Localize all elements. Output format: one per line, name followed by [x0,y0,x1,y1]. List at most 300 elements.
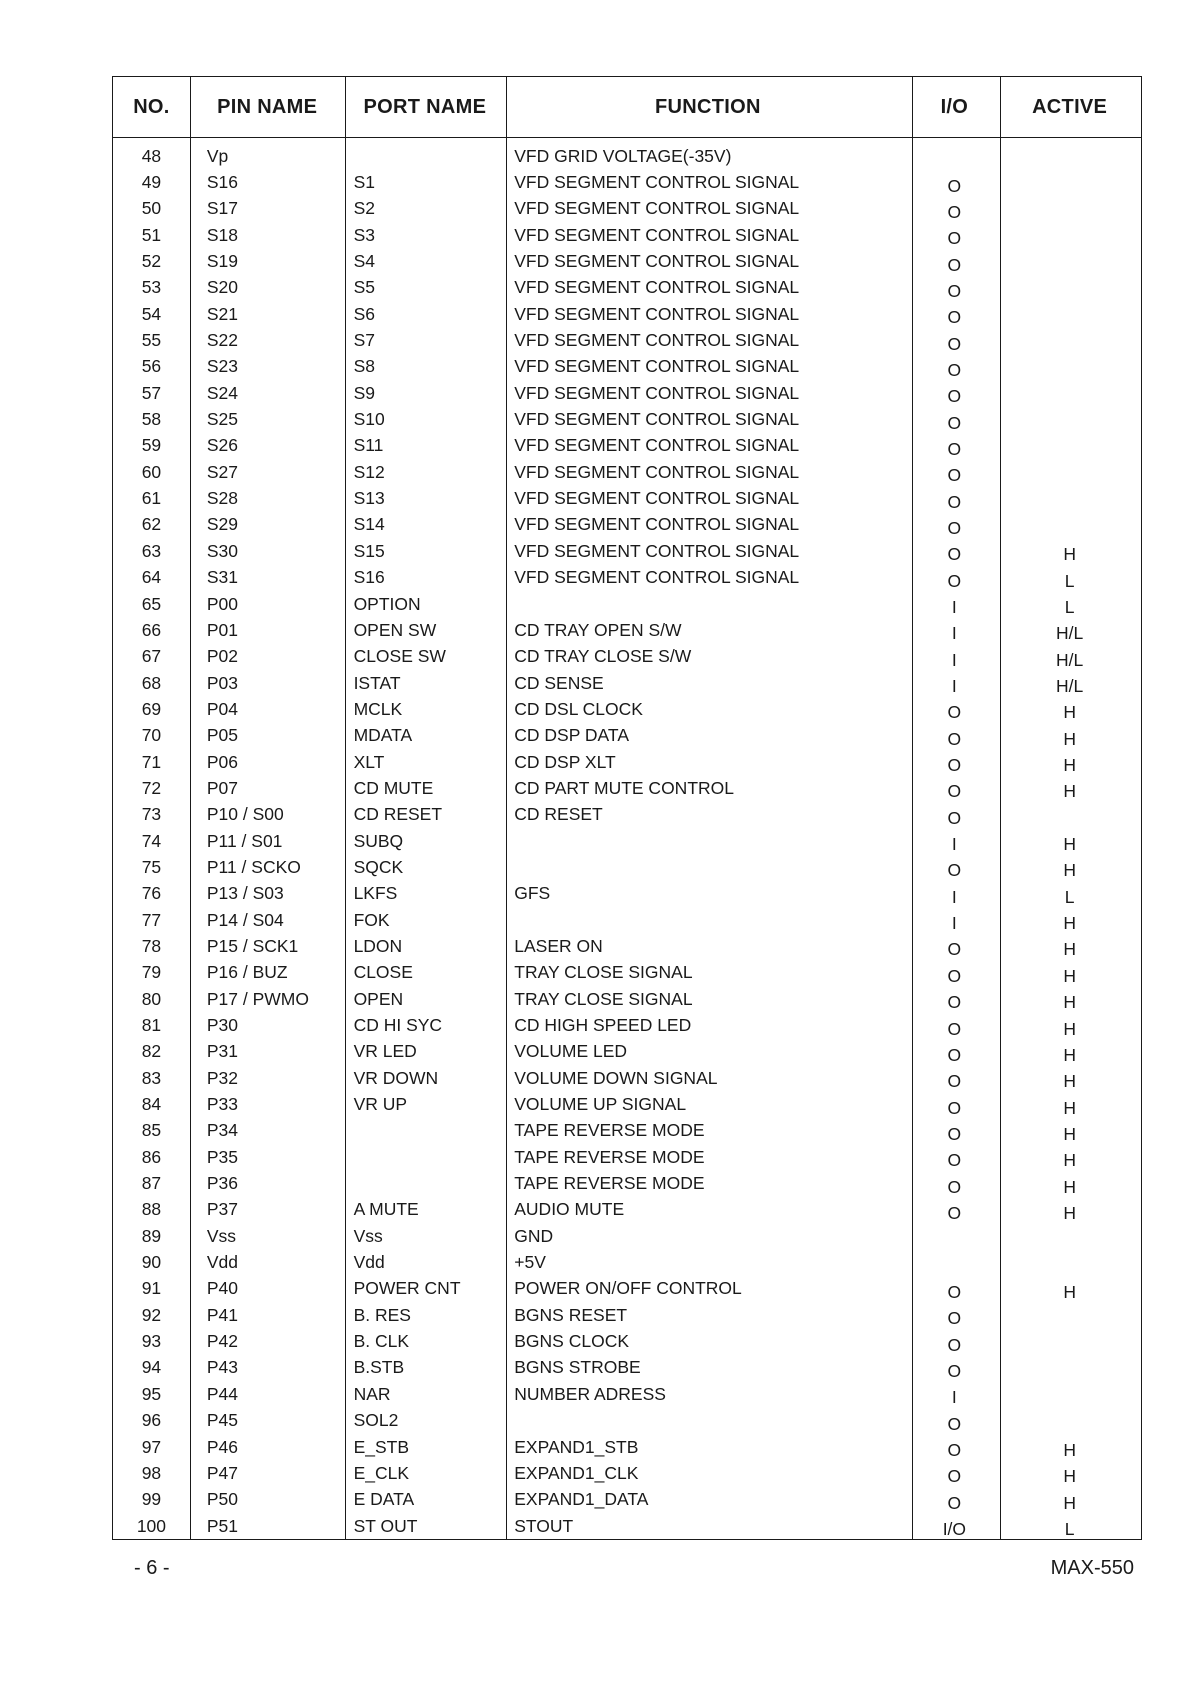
cell-pin-name: P47 [206,1462,238,1483]
table-row [113,1091,1141,1117]
cell-port-name: XLT [353,751,385,772]
cell-port-name: S5 [353,277,375,298]
cell-port-name: S4 [353,251,375,272]
cell-active: H/L [1056,623,1084,644]
cell-active [998,205,1141,212]
cell-pin-name: S28 [206,488,238,509]
cell-pin-name: S16 [206,172,238,193]
cell-io: O [947,1123,962,1144]
cell-io [910,1259,998,1266]
table-row [113,196,1141,222]
cell-active: H/L [1056,649,1084,670]
cell-no: 50 [141,198,162,219]
cell-no: 95 [141,1383,162,1404]
cell-no: 85 [141,1120,162,1141]
cell-io: O [947,1281,962,1302]
table-row [113,459,1141,485]
table-row [113,723,1141,749]
cell-function: VFD SEGMENT CONTROL SIGNAL [514,251,800,272]
cell-function: TRAY CLOSE SIGNAL [514,988,693,1009]
cell-no: 67 [141,646,162,667]
cell-no: 76 [141,883,162,904]
table-row [113,1170,1141,1196]
cell-function: STOUT [514,1515,574,1536]
cell-pin-name: P34 [206,1120,238,1141]
cell-no: 71 [141,751,162,772]
cell-no: 48 [141,145,162,166]
table-row [113,433,1141,459]
cell-active [998,495,1141,502]
table-row [113,1249,1141,1275]
cell-port-name: CLOSE [353,962,413,983]
table-row [113,1302,1141,1328]
cell-io: O [947,1018,962,1039]
cell-no: 84 [141,1094,162,1115]
cell-active: H/L [1056,676,1084,697]
cell-io: O [947,333,962,354]
cell-no: 88 [141,1199,162,1220]
table-row [113,327,1141,353]
cell-io: I [951,597,957,618]
cell-active: H [1063,728,1076,749]
cell-pin-name: P11 / SCKO [206,856,301,877]
cell-io: O [947,1466,962,1487]
cell-active: H [1063,1492,1076,1513]
cell-active [998,1338,1141,1345]
cell-io: I [951,834,957,855]
cell-io: O [947,1492,962,1513]
cell-io: O [947,254,962,275]
cell-pin-name: P00 [206,593,238,614]
cell-no: 94 [141,1357,162,1378]
cell-function: CD DSP XLT [514,751,616,772]
cell-no: 79 [141,962,162,983]
table-row [113,854,1141,880]
cell-function: GFS [514,883,551,904]
cell-port-name: MDATA [353,725,413,746]
cell-io: O [947,201,962,222]
cell-function: VFD GRID VOLTAGE(-35V) [514,145,732,166]
table-row [113,591,1141,617]
cell-io: O [947,1360,962,1381]
cell-function: CD DSP DATA [514,725,629,746]
cell-active [998,1391,1141,1398]
cell-function: VFD SEGMENT CONTROL SIGNAL [514,409,800,430]
cell-io: O [947,517,962,538]
table-row [113,933,1141,959]
cell-function: CD HIGH SPEED LED [514,1015,692,1036]
cell-port-name: SUBQ [353,830,404,851]
cell-no: 55 [141,330,162,351]
cell-function: VFD SEGMENT CONTROL SIGNAL [514,488,800,509]
cell-function: VFD SEGMENT CONTROL SIGNAL [514,514,800,535]
cell-io: O [947,992,962,1013]
cell-function: VFD SEGMENT CONTROL SIGNAL [514,382,800,403]
header-io: I/O [940,95,969,118]
cell-active: H [1063,781,1076,802]
cell-function: TAPE REVERSE MODE [514,1173,705,1194]
cell-port-name: SQCK [353,856,404,877]
cell-port-name: Vdd [353,1252,385,1273]
cell-port-name: B.STB [353,1357,405,1378]
cell-function: VFD SEGMENT CONTROL SIGNAL [514,540,800,561]
cell-pin-name: P32 [206,1067,238,1088]
cell-active: H [1063,965,1076,986]
cell-no: 68 [141,672,162,693]
cell-io: O [947,491,962,512]
cell-port-name: NAR [353,1383,391,1404]
cell-port-name: S1 [353,172,375,193]
cell-function: CD TRAY OPEN S/W [514,619,682,640]
cell-active: H [1063,860,1076,881]
cell-function: BGNS RESET [514,1304,628,1325]
cell-pin-name: S24 [206,382,238,403]
cell-no: 56 [141,356,162,377]
cell-function: CD TRAY CLOSE S/W [514,646,692,667]
table-row [113,960,1141,986]
cell-function: VFD SEGMENT CONTROL SIGNAL [514,435,800,456]
cell-active: H [1063,1150,1076,1171]
cell-active [998,311,1141,318]
cell-pin-name: P16 / BUZ [206,962,288,983]
cell-port-name: CD RESET [353,804,443,825]
cell-io: I [951,913,957,934]
cell-io: O [947,412,962,433]
cell-no: 51 [141,224,162,245]
header-port-name: PORT NAME [363,95,487,118]
cell-io: I [951,676,957,697]
cell-function: EXPAND1_DATA [514,1489,649,1510]
cell-no: 82 [141,1041,162,1062]
cell-pin-name: S29 [206,514,238,535]
table-row [113,670,1141,696]
cell-port-name: Vss [353,1225,383,1246]
cell-no: 72 [141,777,162,798]
cell-active: H [1063,1097,1076,1118]
cell-io: O [947,702,962,723]
cell-function: EXPAND1_STB [514,1436,639,1457]
cell-active: H [1063,755,1076,776]
cell-function: CD DSL CLOCK [514,698,643,719]
cell-function: CD SENSE [514,672,604,693]
cell-active: L [1064,570,1075,591]
cell-no: 69 [141,698,162,719]
cell-no: 65 [141,593,162,614]
cell-pin-name: P51 [206,1515,238,1536]
table-row [113,406,1141,432]
cell-port-name: A MUTE [353,1199,419,1220]
cell-pin-name: P10 / S00 [206,804,284,825]
cell-io: O [947,1044,962,1065]
cell-function: AUDIO MUTE [514,1199,625,1220]
cell-active [998,1417,1141,1424]
cell-no: 87 [141,1173,162,1194]
cell-io: I [951,649,957,670]
cell-function: EXPAND1_CLK [514,1462,639,1483]
cell-port-name: OPTION [353,593,421,614]
cell-pin-name: Vp [206,145,229,166]
cell-port-name: S15 [353,540,385,561]
cell-no: 97 [141,1436,162,1457]
cell-io: O [947,939,962,960]
cell-no: 91 [141,1278,162,1299]
cell-port-name: VR LED [353,1041,417,1062]
cell-function: LASER ON [514,935,603,956]
cell-pin-name: Vss [206,1225,237,1246]
cell-active: H [1063,834,1076,855]
cell-io: I [951,1387,957,1408]
cell-port-name: S6 [353,303,375,324]
table-row [113,1434,1141,1460]
cell-port-name: E DATA [353,1489,415,1510]
cell-pin-name: P42 [206,1331,238,1352]
cell-pin-name: S21 [206,303,238,324]
cell-io: O [947,228,962,249]
table-row [113,565,1141,591]
table-row [113,222,1141,248]
table-row [113,1408,1141,1434]
cell-pin-name: S25 [206,409,238,430]
cell-no: 66 [141,619,162,640]
cell-active [998,1364,1141,1371]
cell-io: O [947,465,962,486]
cell-io: O [947,1440,962,1461]
cell-no: 99 [141,1489,162,1510]
cell-io: O [947,438,962,459]
cell-pin-name: P15 / SCK1 [206,935,299,956]
table-row [113,1223,1141,1249]
cell-port-name: LDON [353,935,403,956]
cell-active: H [1063,1440,1076,1461]
cell-pin-name: S22 [206,330,238,351]
cell-function: VOLUME UP SIGNAL [514,1094,687,1115]
cell-active: L [1064,886,1075,907]
table-row [113,1012,1141,1038]
cell-function: POWER ON/OFF CONTROL [514,1278,742,1299]
table-row [113,1381,1141,1407]
cell-port-name: FOK [353,909,390,930]
cell-port-name: S16 [353,567,385,588]
cell-pin-name: P03 [206,672,238,693]
cell-io: I [951,623,957,644]
cell-io: O [947,280,962,301]
table-row [113,986,1141,1012]
cell-pin-name: P37 [206,1199,238,1220]
cell-port-name: E_CLK [353,1462,410,1483]
cell-io: O [947,1071,962,1092]
cell-no: 96 [141,1410,162,1431]
cell-pin-name: P04 [206,698,238,719]
cell-io: O [947,1150,962,1171]
cell-io: O [947,728,962,749]
cell-function: VOLUME LED [514,1041,628,1062]
table-body [113,143,1141,1539]
cell-io: O [947,1202,962,1223]
table-row [113,1039,1141,1065]
cell-port-name: VR DOWN [353,1067,439,1088]
cell-active [998,1233,1141,1240]
cell-port-name: OPEN [353,988,404,1009]
table-row [113,354,1141,380]
table-row [113,1276,1141,1302]
cell-function: TAPE REVERSE MODE [514,1146,705,1167]
cell-port-name: S7 [353,330,375,351]
cell-pin-name: P36 [206,1173,238,1194]
table-row [113,1197,1141,1223]
cell-pin-name: P05 [206,725,238,746]
cell-function: CD RESET [514,804,603,825]
page-number: - 6 - [134,1557,170,1579]
cell-pin-name: P31 [206,1041,238,1062]
cell-function: +5V [514,1252,546,1273]
cell-io: O [947,755,962,776]
cell-active [998,258,1141,265]
cell-pin-name: P50 [206,1489,238,1510]
cell-port-name: ISTAT [353,672,401,693]
cell-pin-name: S20 [206,277,238,298]
table-row [113,143,1141,169]
table-row [113,538,1141,564]
cell-active [998,179,1141,186]
model-number: MAX-550 [1050,1557,1134,1579]
cell-no: 75 [141,856,162,877]
cell-no: 100 [136,1515,167,1536]
cell-pin-name: S27 [206,461,238,482]
cell-port-name: POWER CNT [353,1278,461,1299]
cell-no: 80 [141,988,162,1009]
table-row [113,1144,1141,1170]
cell-active [998,521,1141,528]
cell-pin-name: P17 / PWMO [206,988,309,1009]
cell-port-name: LKFS [353,883,398,904]
cell-active: H [1063,702,1076,723]
cell-function: VFD SEGMENT CONTROL SIGNAL [514,172,800,193]
cell-active: H [1063,1466,1076,1487]
cell-no: 49 [141,172,162,193]
cell-port-name: S2 [353,198,375,219]
cell-no: 61 [141,488,162,509]
cell-no: 60 [141,461,162,482]
cell-active: H [1063,1123,1076,1144]
cell-no: 57 [141,382,162,403]
table-row [113,1487,1141,1513]
table-row [113,1328,1141,1354]
cell-no: 58 [141,409,162,430]
cell-no: 92 [141,1304,162,1325]
table-row [113,775,1141,801]
cell-active [998,442,1141,449]
cell-active [998,153,1141,160]
cell-port-name: SOL2 [353,1410,399,1431]
cell-port-name: CD MUTE [353,777,434,798]
cell-function: CD PART MUTE CONTROL [514,777,734,798]
cell-io: O [947,781,962,802]
cell-function: VFD SEGMENT CONTROL SIGNAL [514,198,800,219]
cell-active [998,469,1141,476]
table-header [113,77,1141,137]
cell-no: 89 [141,1225,162,1246]
table-row [113,828,1141,854]
cell-port-name: S13 [353,488,385,509]
cell-port-name: CLOSE SW [353,646,446,667]
cell-no: 52 [141,251,162,272]
table-row [113,881,1141,907]
table-row [113,749,1141,775]
cell-active [998,1312,1141,1319]
cell-pin-name: P13 / S03 [206,883,284,904]
pin-table [112,76,1142,1540]
cell-no: 62 [141,514,162,535]
cell-pin-name: S19 [206,251,238,272]
cell-no: 63 [141,540,162,561]
cell-no: 90 [141,1252,162,1273]
cell-no: 74 [141,830,162,851]
table-row [113,301,1141,327]
header-no: NO. [133,95,170,118]
cell-pin-name: P43 [206,1357,238,1378]
cell-function: VFD SEGMENT CONTROL SIGNAL [514,330,800,351]
cell-io: O [947,1308,962,1329]
cell-port-name: B. CLK [353,1331,410,1352]
header-pin-name: PIN NAME [217,95,318,118]
cell-active: H [1063,992,1076,1013]
table-row [113,485,1141,511]
cell-io: O [947,570,962,591]
cell-active [998,284,1141,291]
cell-function: VFD SEGMENT CONTROL SIGNAL [514,356,800,377]
cell-pin-name: P41 [206,1304,238,1325]
table-row [113,248,1141,274]
cell-function: BGNS CLOCK [514,1331,629,1352]
cell-pin-name: P35 [206,1146,238,1167]
cell-io: O [947,1097,962,1118]
cell-port-name: ST OUT [353,1515,418,1536]
table-row [113,1065,1141,1091]
cell-active: L [1064,1519,1075,1540]
cell-port-name: S11 [353,435,384,456]
cell-no: 59 [141,435,162,456]
cell-pin-name: P30 [206,1015,238,1036]
cell-io [910,153,998,160]
cell-active: H [1063,939,1076,960]
cell-no: 53 [141,277,162,298]
cell-active: H [1063,913,1076,934]
cell-active [998,232,1141,239]
cell-pin-name: P40 [206,1278,238,1299]
cell-function: TAPE REVERSE MODE [514,1120,705,1141]
cell-pin-name: S26 [206,435,238,456]
cell-active [998,1259,1141,1266]
cell-active: H [1063,1071,1076,1092]
table-row [113,696,1141,722]
cell-function: BGNS STROBE [514,1357,641,1378]
cell-port-name: OPEN SW [353,619,437,640]
cell-port-name: S12 [353,461,385,482]
cell-function: VFD SEGMENT CONTROL SIGNAL [514,277,800,298]
cell-active [998,390,1141,397]
cell-no: 81 [141,1015,162,1036]
table-row [113,1118,1141,1144]
header-function: FUNCTION [654,95,761,118]
cell-port-name: S10 [353,409,385,430]
cell-no: 98 [141,1462,162,1483]
table-row [113,275,1141,301]
cell-pin-name: S18 [206,224,238,245]
cell-port-name: CD HI SYC [353,1015,443,1036]
cell-port-name: S9 [353,382,375,403]
cell-io: O [947,307,962,328]
table-row [113,644,1141,670]
